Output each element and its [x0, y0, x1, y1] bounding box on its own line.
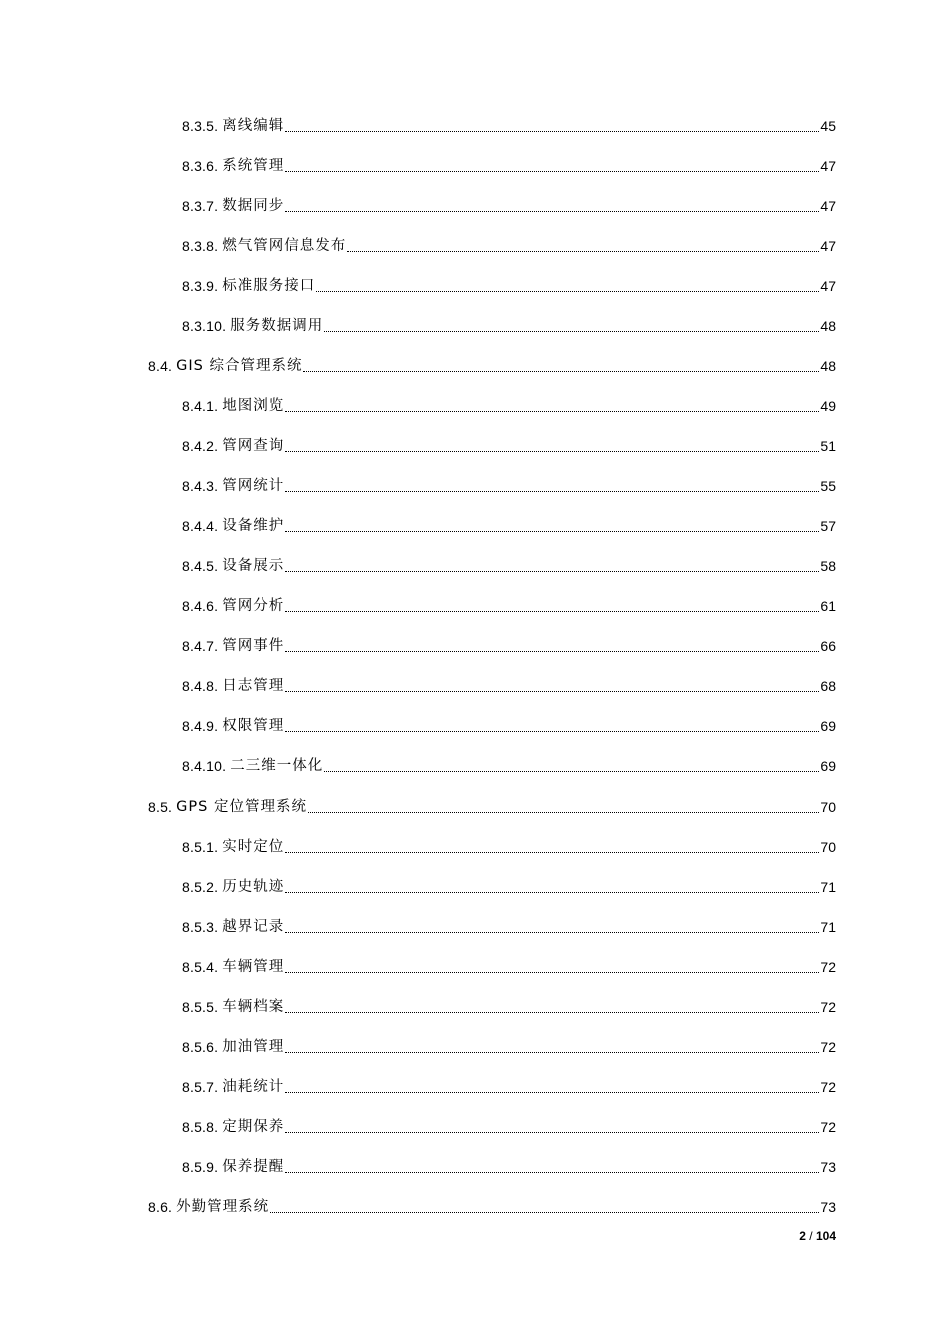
toc-section-number: 8.5.4.	[182, 959, 219, 975]
toc-page-number: 66	[820, 638, 836, 654]
toc-section-number: 8.4.1.	[182, 398, 219, 414]
toc-dot-leader	[303, 371, 819, 372]
toc-entry[interactable]	[182, 472, 836, 496]
toc-section-number: 8.3.10.	[182, 318, 227, 334]
toc-page-number: 72	[820, 1079, 836, 1095]
toc-section-title: 服务数据调用	[230, 318, 324, 334]
toc-dot-leader	[324, 771, 819, 772]
toc-section-number: 8.4.2.	[182, 438, 219, 454]
toc-entry[interactable]	[182, 1113, 836, 1137]
toc-section-number: 8.4.5.	[182, 558, 219, 574]
toc-entry[interactable]	[182, 232, 836, 256]
toc-dot-leader	[285, 571, 819, 572]
toc-page-number: 48	[820, 358, 836, 374]
toc-entry[interactable]	[182, 312, 836, 336]
toc-page-number: 71	[820, 919, 836, 935]
toc-dot-leader	[285, 131, 819, 132]
toc-entry[interactable]	[182, 1033, 836, 1057]
toc-section-number: 8.3.7.	[182, 198, 219, 214]
toc-page-number: 71	[820, 879, 836, 895]
toc-dot-leader	[285, 171, 819, 172]
toc-entry[interactable]	[182, 913, 836, 937]
toc-section-title: 管网查询	[222, 438, 285, 454]
toc-entry[interactable]	[148, 352, 836, 376]
toc-section-number: 8.4.7.	[182, 638, 219, 654]
toc-page-number: 47	[820, 198, 836, 214]
toc-entry[interactable]	[182, 953, 836, 977]
toc-section-number: 8.3.8.	[182, 238, 219, 254]
toc-section-title: 加油管理	[222, 1039, 285, 1055]
toc-section-number: 8.5.6.	[182, 1039, 219, 1055]
toc-page-number: 72	[820, 999, 836, 1015]
toc-page-number: 49	[820, 398, 836, 414]
toc-entry[interactable]	[182, 152, 836, 176]
toc-dot-leader	[347, 251, 819, 252]
toc-entry[interactable]	[182, 993, 836, 1017]
toc-page-number: 55	[820, 478, 836, 494]
toc-section-title: 管网统计	[222, 478, 285, 494]
toc-entry[interactable]	[182, 432, 836, 456]
toc-section-title: 外勤管理系统	[176, 1199, 270, 1215]
toc-section-number: 8.3.5.	[182, 118, 219, 134]
toc-section-title: 数据同步	[222, 198, 285, 214]
toc-section-title: 车辆档案	[222, 999, 285, 1015]
toc-dot-leader	[285, 852, 819, 853]
toc-entry[interactable]	[182, 552, 836, 576]
toc-dot-leader	[285, 932, 819, 933]
page-number-separator: /	[805, 1229, 816, 1243]
toc-section-number: 8.4.9.	[182, 718, 219, 734]
toc-entry[interactable]	[182, 1153, 836, 1177]
toc-section-title: 定期保养	[222, 1119, 285, 1135]
toc-page-number: 61	[820, 598, 836, 614]
toc-page-number: 73	[820, 1199, 836, 1215]
toc-section-title: 管网分析	[222, 598, 285, 614]
total-page-count: 104	[815, 1229, 836, 1243]
toc-section-number: 8.5.5.	[182, 999, 219, 1015]
toc-page-number: 72	[820, 1039, 836, 1055]
toc-entry[interactable]	[182, 873, 836, 897]
toc-section-number: 8.3.6.	[182, 158, 219, 174]
toc-section-title: GPS 定位管理系统	[176, 799, 307, 815]
toc-entry[interactable]	[182, 632, 836, 656]
toc-page-number: 47	[820, 278, 836, 294]
toc-section-title: 二三维一体化	[230, 758, 324, 774]
toc-dot-leader	[285, 1172, 819, 1173]
toc-dot-leader	[285, 651, 819, 652]
toc-section-title: 历史轨迹	[222, 879, 285, 895]
toc-section-title: 设备展示	[222, 558, 285, 574]
toc-section-title: 日志管理	[222, 678, 285, 694]
toc-entry[interactable]	[182, 1073, 836, 1097]
toc-section-number: 8.4.8.	[182, 678, 219, 694]
toc-page-number: 69	[820, 718, 836, 734]
toc-section-number: 8.5.3.	[182, 919, 219, 935]
toc-dot-leader	[285, 611, 819, 612]
page-number-footer	[799, 1229, 836, 1243]
toc-dot-leader	[316, 291, 819, 292]
toc-entry[interactable]	[182, 833, 836, 857]
toc-section-number: 8.6.	[148, 1199, 173, 1215]
toc-entry[interactable]	[182, 112, 836, 136]
toc-page-number: 47	[820, 158, 836, 174]
toc-dot-leader	[308, 812, 819, 813]
toc-dot-leader	[285, 731, 819, 732]
toc-entry[interactable]	[182, 392, 836, 416]
toc-entry[interactable]	[182, 672, 836, 696]
toc-section-number: 8.5.7.	[182, 1079, 219, 1095]
toc-dot-leader	[285, 451, 819, 452]
toc-dot-leader	[285, 1132, 819, 1133]
toc-dot-leader	[270, 1212, 819, 1213]
toc-section-number: 8.4.10.	[182, 758, 227, 774]
toc-section-title: 车辆管理	[222, 959, 285, 975]
toc-section-title: 权限管理	[222, 718, 285, 734]
toc-section-title: 管网事件	[222, 638, 285, 654]
toc-dot-leader	[285, 491, 819, 492]
toc-page-number: 51	[820, 438, 836, 454]
toc-page-number: 73	[820, 1159, 836, 1175]
toc-section-title: 油耗统计	[222, 1079, 285, 1095]
toc-section-title: 越界记录	[222, 919, 285, 935]
toc-page-number: 58	[820, 558, 836, 574]
toc-dot-leader	[285, 531, 819, 532]
toc-dot-leader	[285, 211, 819, 212]
toc-dot-leader	[285, 972, 819, 973]
toc-entry[interactable]	[182, 592, 836, 616]
toc-entry[interactable]	[182, 192, 836, 216]
toc-section-number: 8.3.9.	[182, 278, 219, 294]
toc-entry[interactable]	[182, 512, 836, 536]
toc-section-title: 离线编辑	[222, 118, 285, 134]
toc-section-number: 8.5.2.	[182, 879, 219, 895]
toc-dot-leader	[285, 1052, 819, 1053]
toc-section-number: 8.4.	[148, 358, 173, 374]
toc-page-number: 72	[820, 959, 836, 975]
toc-dot-leader	[285, 1012, 819, 1013]
toc-section-number: 8.5.1.	[182, 839, 219, 855]
toc-entry[interactable]	[182, 272, 836, 296]
toc-page-number: 70	[820, 799, 836, 815]
toc-page-number: 48	[820, 318, 836, 334]
toc-section-title: 设备维护	[222, 518, 285, 534]
toc-page-number: 72	[820, 1119, 836, 1135]
toc-section-title: 系统管理	[222, 158, 285, 174]
toc-section-number: 8.5.9.	[182, 1159, 219, 1175]
toc-entry[interactable]	[182, 712, 836, 736]
toc-section-title: 标准服务接口	[222, 278, 316, 294]
toc-page-number: 57	[820, 518, 836, 534]
toc-section-number: 8.5.	[148, 799, 173, 815]
toc-section-title: GIS 综合管理系统	[176, 358, 303, 374]
toc-entry[interactable]	[182, 752, 836, 776]
toc-section-number: 8.4.6.	[182, 598, 219, 614]
toc-page-number: 68	[820, 678, 836, 694]
toc-dot-leader	[324, 331, 819, 332]
toc-section-title: 燃气管网信息发布	[222, 238, 347, 254]
toc-entry[interactable]	[148, 1193, 836, 1217]
toc-section-title: 保养提醒	[222, 1159, 285, 1175]
toc-page-number: 69	[820, 758, 836, 774]
toc-section-number: 8.4.4.	[182, 518, 219, 534]
toc-section-number: 8.4.3.	[182, 478, 219, 494]
toc-section-number: 8.5.8.	[182, 1119, 219, 1135]
toc-page-number: 45	[820, 118, 836, 134]
toc-entry[interactable]	[148, 793, 836, 817]
current-page-number: 2	[799, 1229, 806, 1243]
toc-page-number: 70	[820, 839, 836, 855]
toc-dot-leader	[285, 892, 819, 893]
toc-dot-leader	[285, 691, 819, 692]
toc-page-number: 47	[820, 238, 836, 254]
toc-section-title: 地图浏览	[222, 398, 285, 414]
toc-section-title: 实时定位	[222, 839, 285, 855]
toc-dot-leader	[285, 1092, 819, 1093]
toc-dot-leader	[285, 411, 819, 412]
